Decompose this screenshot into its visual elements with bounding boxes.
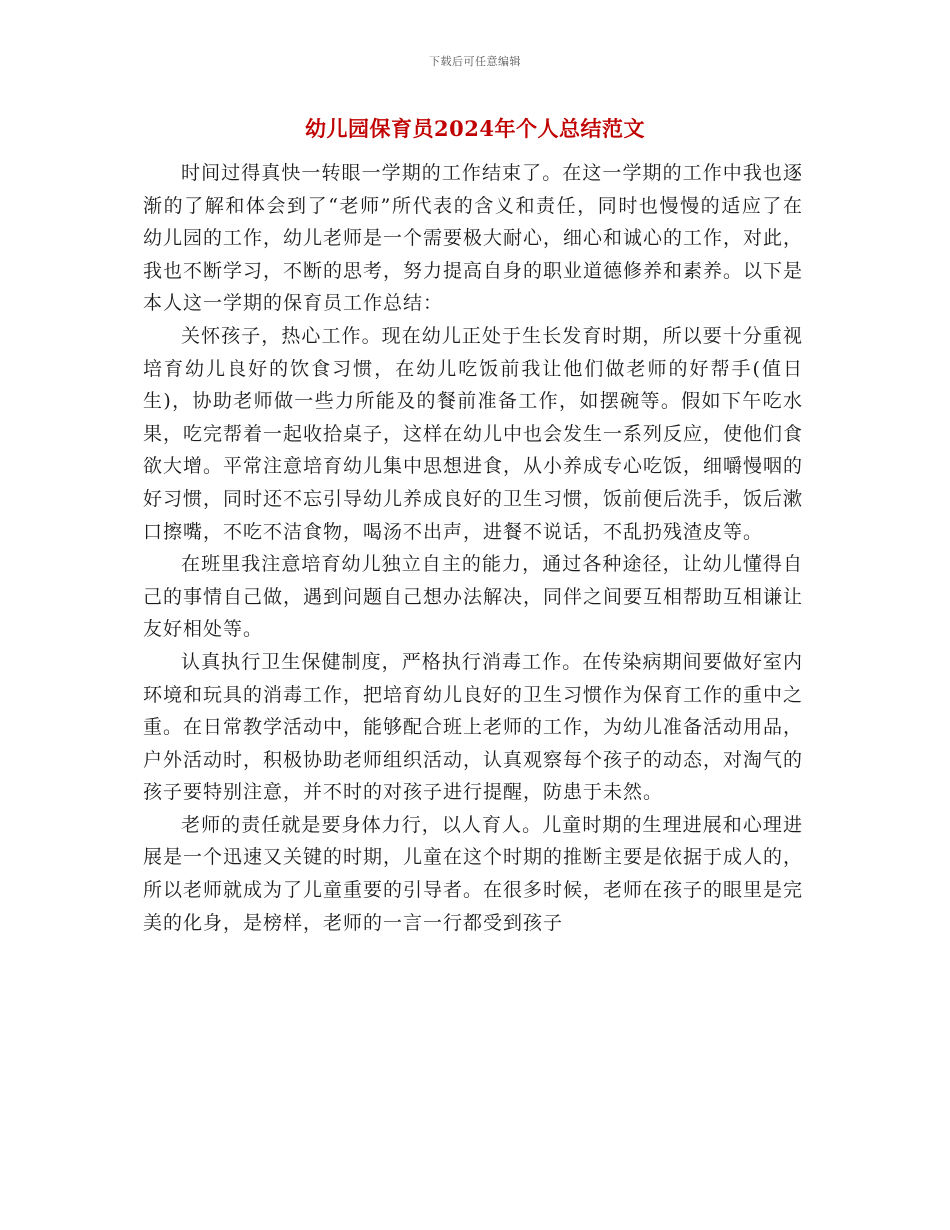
paragraph-hygiene: 认真执行卫生保健制度，严格执行消毒工作。在传染病期间要做好室内环境和玩具的消毒工作，把培育幼儿良好的卫生习惯作为保育工作的重中之重。在日常教学活动中，能够配合班上老师的工作，为幼儿准备活动用品，户外活动时，积极协助老师组织活动，认真观察每个孩子的动态，对淘气的孩子要特别注意，并不时的对孩子进行提醒，防患于未然。 [143,650,804,804]
paragraph-role-model: 老师的责任就是要身体力行，以人育人。儿童时期的生理进展和心理进展是一个迅速又关键的时期，儿童在这个时期的推断主要是依据于成人的，所以老师就成为了儿童重要的引导者。在很多时候，老师在孩子的眼里是完美的化身，是榜样，老师的一言一行都受到孩子 [143,813,804,934]
document-title: 幼儿园保育员2024年个人总结范文 [305,116,645,141]
paragraph-care: 关怀孩子，热心工作。现在幼儿正处于生长发育时期，所以要十分重视培育幼儿良好的饮食习惯，在幼儿吃饭前我让他们做老师的好帮手(值日生)，协助老师做一些力所能及的餐前准备工作，如摆碗等。假如下午吃水果，吃完帮着一起收拾桌子，这样在幼儿中也会发生一系列反应，使他们食欲大增。平常注意培育幼儿集中思想进食，从小养成专心吃饭，细嚼慢咽的好习惯，同时还不忘引导幼儿养成良好的卫生习惯，饭前便后洗手，饭后漱口擦嘴，不吃不洁食物，喝汤不出声，进餐不说话，不乱扔残渣皮等。 [143,324,804,543]
document-body [143,157,803,939]
paragraph-intro: 时间过得真快一转眼一学期的工作结束了。在这一学期的工作中我也逐渐的了解和体会到了“老师”所代表的含义和责任，同时也慢慢的适应了在幼儿园的工作，幼儿老师是一个需要极大耐心，细心和诚心的工作，对此，我也不断学习，不断的思考，努力提高自身的职业道德修养和素养。以下是本人这一学期的保育员工作总结： [143,162,804,315]
header-note: 下载后可任意编辑 [429,55,521,68]
paragraph-independence: 在班里我注意培育幼儿独立自主的能力，通过各种途径，让幼儿懂得自己的事情自己做，遇到问题自己想办法解决，同伴之间要互相帮助互相谦让友好相处等。 [143,553,804,641]
